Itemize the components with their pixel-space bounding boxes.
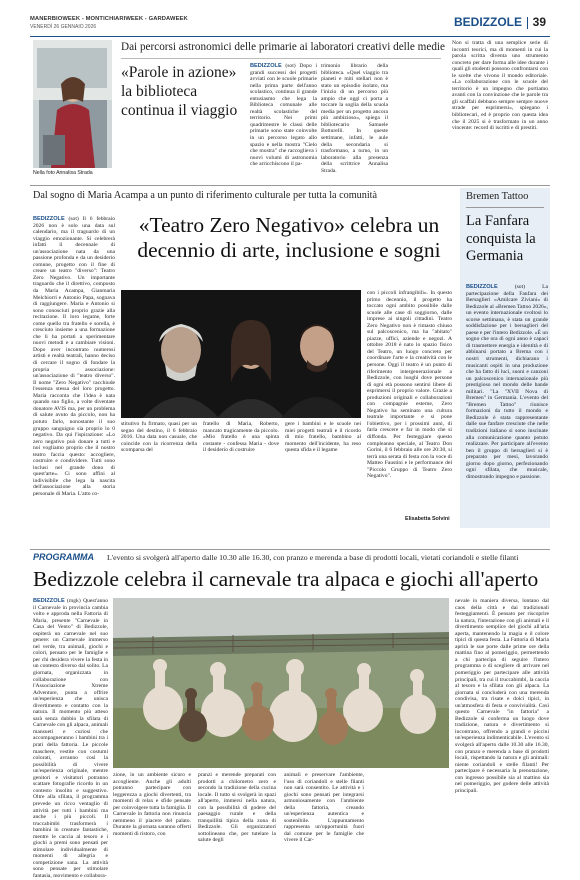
article1-column-2: trimonio librario della biblioteca. «Quel viaggio tra pianeti e miti stellari non è stato un episodio isolato, ma l'inizio di un percorso più ampio che oggi ci porta a toccare la soglia della scuola media per un progetto ancora più ambizioso», spiega il bibliotecario Samuele Botturelli. In queste settimane, infatti, le aule della secondaria si trasformano, a turno, in un laboratorio alla presenza della scrittrice Annalisa Strada. (321, 63, 388, 174)
sidebar-header: Bremen Tattoo (466, 191, 529, 202)
article3-column-4: animali e preservare l'ambiente, l'uso di coriandoli e stelle filanti non sarà consentito. Le attività e i giochi sono pensati per integrarsi armoniosamente con l'ambiente della fattoria, creando un'esperienza autentica e sostenibile. L'appuntamento rappresenta un'opportunità fuori dal comune per le famiglie che vivere il Car- (284, 772, 364, 844)
section-name: BEDIZZOLE (454, 15, 522, 29)
article2-column-3b: gere i bambini e le scuole nei miei progetti teatrali e il ricordo di mio fratello, bambino al momento dell'incidente, ha reso questa sfida e il legame (285, 421, 361, 454)
sidebar-title: La Fanfara conquista la Germania (466, 213, 536, 264)
article3-tag: BEDIZZOLE (33, 598, 65, 604)
kicker-rule (121, 58, 441, 59)
article3-kicker: L'evento si svolgerà all'aperto dalle 10.30 alle 16.30, con pranzo e merenda a base di prodotti locali, vietati coriandoli e stelle filanti (107, 553, 519, 562)
issue-date: VENERDÌ 26 GENNAIO 2026 (30, 24, 97, 30)
article3-column-2: zione, in un ambiente sicuro e accogliente. Anche gli adulti potranno partecipare con leggerezza a giochi divertenti, tra momenti di relax e sfide pensate per coinvolgere tutta la famiglia. Il Carnevale in fattoria non rinuncia nemmeno il piacere del palato. Durante la giornata saranno offerti momenti di ristoro, con (113, 772, 191, 837)
section-divider (527, 17, 528, 29)
article3-column-3: pranzi e merende preparati con prodotti a chilometro zero e secondo la tradizione della cucina locale. Il tutto si svolgerà in spazi all'aperto, immersi nella natura, con la possibilità di godere del paesaggio rurale e della tranquillità tipica della zona di Bedizzole. Gli organizzatori sottolineano che, per tutelare la salute degli (198, 772, 276, 844)
article1-column-1: BEDIZZOLE (sot) Dopo i grandi successi dei progetti avviati con le scuole primarie nella prima parte dell'anno scolastico, continua il grande entusiasmo che lega la Biblioteca comunale alle realtà scolastiche del territorio. Nei primi quadrimestre le classi delle primarie sono state coinvolte in un percorso legato allo spazio e nella mostra "Cielo che mostra" che raccoglieva i nuovi volumi di astronomia che arricchiscono il pa- (250, 63, 318, 168)
sidebar-body: BEDIZZOLE (sot) La partecipazione della Fanfara dei Bersaglieri «Amilcare Ziviani» di Bedizzole al «Bremen Tattoo 2026», un evento internazionale svoltosi lo scorse settimana, è stata un grande soddisfazione per i bersaglieri del paese e per l'intero Bedizzole. «È un sogno che ora di ogni anno è capaci di trasmettere energia e identità e di abbinarsi portato a Brema con i nostri strumenti, dichiarano i musicanti ospiti in una produzione che ha fatto di luci, suoni e canzoni un palcoscenico internazionale più prestigioso nel mondo delle bande militari. "La "XVII Nova di Bremen" in Germania. L'evento del "Bremen Tattoo" riunisce formazioni da tutto il mondo e Bedizzole è stata rappresentante dalle sue fanfare cresciute che nelle tradizioni italiano si sono inscinate alla comunicazione quanto potuto realizzare. Per participare all'evento ben il gruppo di bersaglieri si è preparato per mesi, lavorando giorno dopo giorno, perfezionando ogni sfilata, che musicale, dimostrando impegno e passione. (466, 284, 548, 480)
article3-column-5: nevale in maniera diversa, lontano dal caos della città e dai tradizionali festeggiamenti. È pensato per riscoprire la natura, l'interazione con gli animali e il divertimento semplice del giochi all'aria aperta, mantenendo la magia e il colore tipici di questa festa. La Fattoria di Maria aprirà le sue porte dalle prime ore della mattina fino al pomeriggio, permettendo a chi partecipa di seguire l'intero programma o di scegliere di arrivare nel pomeriggio per partecipare alle attività principali, tra cui il truccabimbi, la caccia al tesoro e la sfilata con gli alpaca. La giornata si concluderà con una merenda condivisa, tra risate e dolci tipici, in un'atmosfera di festa e convivialità. Così questo Carnevale "in fattoria" a Bedizzole si conferma un luogo dove tradizione, natura e divertimento si incontrano, offrendo a grandi e piccini un'esperienza indimenticabile. L'evento si svolgerà all'aperto dalle 10.30 alle 16.30, con pranzo e merenda a base di prodotti locali, rispettando la natura e gli animali: niente coriandoli e stelle filanti! Per partecipare è necessaria la prenotazione, con ingresso possibile sia al mattino sia nel pomeriggio, per godere delle attività principali. (455, 598, 549, 794)
article2-tag: BEDIZZOLE (33, 216, 65, 222)
article1-title: «Parole in azione» la biblioteca continua il viaggio (121, 64, 238, 119)
sidebar-header-rule (466, 207, 544, 208)
page-number: 39 (532, 15, 546, 29)
sidebar-tag: BEDIZZOLE (466, 284, 498, 290)
photo-caption: Nella foto Annalisa Strada (33, 170, 93, 176)
programma-label: PROGRAMMA (33, 552, 94, 562)
header-bar (30, 14, 550, 34)
article2-column-2b: fratello di Maria, Roberto, mancato tragicamente da piccolo. «Mio fratello è una spinta costante - confessa Maria - dove il desiderio di costruire (203, 421, 279, 454)
article3-column-1: BEDIZZOLE (mgk) Quest'anno il Carnevale in provincia cambia volto e approda nella Fattoria di Maria, presente "Carnevale in Casa del Vento" di Bedizzole, ospiterà un carnevale nel suo genere: un Carnevale immerso nel verde, tra animali, giochi e colori, pensato per le famiglie e per chi desidera vivere la festa in un contesto diverso dal solito. La giornata, organizzata in collaborazione con l'Associazione Xtreme Adventure, punta a offrire un'esperienza che unisca divertimento e contatto con la natura. Il momento più atteso sarà senza dubbio la sfilata di Carnevale con gli alpaca, animali mansueti e curiosi che accompagneranno i bambini tra i prati della fattoria. Le piccole maschere, vestite con costumi colorati, avranno così la possibilità di vivere un'esperienza originale, mentre genitori e visitatori potranno scattare fotografie ricordo in un contesto insolito e suggestivo. Oltre alla sfilata, il programma prevede un ricco ventaglio di attività per tutti i bambini ma anche i più piccoli. Il truccabimbi trasformerà i bambini in creature fantastiche, mentre le caccia al tesoro e i giochi a premi sono pensati per stimolare individualmente di momenti di allegria e competizione sana. La attività sono pensate per stimolare fantasia, movimento e collabora- (33, 598, 108, 879)
article1-tag: BEDIZZOLE (250, 63, 282, 69)
publication-name: MANERBIOWEEK - MONTICHIARIWEEK - GARDAWEEK (30, 16, 188, 22)
annalisa-strada-photo (33, 40, 112, 168)
alpaca-photo (113, 598, 449, 768)
article2-column-1: BEDIZZOLE (sot) Il 6 febbraio 2026 non è solo una data sul calendario, ma il traguardo di un viaggio emozionante. Si celebrerà infatti il decennale di un'associazione nata da una passione profonda e da un desiderio comune, progetto con il fine di creare un teatro "diverso": Teatro Zero Negativo. Un importante traguardo che il direttivo, composto da Maria Acampa, Gianmaria Melchiorri e Antonio Papa, sognava di raggiungere. Maria e Antonio si sono conosciuti proprio grazie alla recitazione. Il loro legame, forte come quello tra fratello e sorella, è cresciuto insieme a una formazione che li ha portati a sperimentare nuovi metodi e a cambiare visioni. Dopo aver incontrato numerosi artisti e realtà teatrali, hanno deciso di cercare il sogno di fondare la propria associazione: un'associazione di "teatro diverso". Il nome "Zero Negativo" racchiude l'essenza stessa del loro progetto. Maria racconta che l'idea è nata quando suo figlio, a volte diventate donatore AVIS ma, per un problema di salute avuto da piccolo, non ha potuto farlo, nonostante il suo gruppo sanguigno sia proprio lo 0 negativo. Da qui l'ispirazione: «Lo zero negativo può donare a tutti e noi vogliamo proprio che il nostro teatro faccia questo: accogliere, costruire e condividere. Tutti sono inclusi nel grande dono di quest'arte». Ci sono affini al indivisibile che lega la nascita dell'associazione alla storia personale di Maria. L'atto co- (33, 216, 115, 497)
article3-title: Bedizzole celebra il carnevale tra alpaca e giochi all'aperto (33, 567, 539, 591)
article1-column-3: Non si tratta di una semplice serie di incontri teorici, ma di momenti in cui la parola scritta diventa uno strumento concreto per dare forma alle idee durante i quali gli studenti possono confrontarsi con le scelte che vivono il mondo editoriale. «La collaborazione con le scuole del territorio è un impegno che portiamo avanti con la convinzione che le parole tra gli scaffali debbano sempre sempre nuove strade per esprimersi», spiegano i bibliotecari, ed è proprio con questa idea che il 2025 si è trasformato in un anno vincente: record di iscritti e di prestiti. (452, 40, 548, 132)
article2-title: «Teatro Zero Negativo» celebra un decennio di arte, inclusione e sogni (137, 213, 441, 262)
article2-kicker: Dal sogno di Maria Acampa a un punto di riferimento culturale per tutta la comunità (33, 190, 378, 201)
article1-kicker: Dai percorsi astronomici delle primarie ai laboratori creativi delle medie (121, 41, 445, 53)
article2-signature: Elisabetta Solvini (405, 516, 450, 522)
article2-column-1b: stitutivo fu firmato, quasi per un segno del destino, il 6 febbraio 2016. Una data non casuale, che coincide con la ricorrenza della scomparsa del (121, 421, 197, 454)
article2-column-4: con i piccoli infrangibili». In questo primo decennio, il progetto ha toccato ogni ambito possibile dalle scuole alle case di soggiorno, dalle imprese ai singoli cittadini. Teatro Zero Negativo non è rimasto chiuso sul palcoscenico, ma ha "abitato" piazze, uffici, aziende e negozi. A ottobre 2018 è nato lo spazio fisico del Teatro, un luogo concreto per coordinare l'arte e la creatività con le persone. Oggi il teatro è un punto di riferimento intergenerazionale a Bedizzole, con luoghi dove persone di ogni età possono sentirsi libere di esprimersi il proprio valore. Grazie a produzioni originali e collaborazioni con compagnie esterne, Zero Negativo ha seminato una cultura teatrale importante e si pone l'obiettivo, per i prossimi anni, di farla crescere e far in modo che si diffonda. Per festeggiare questo compleanno speciale, al Teatro Don Gorini, il 6 febbraio alle ore 20:30, si terrà una serata di festa con la voce di Matteo Faustini e le performance del "Piccolo Gruppo di Teatro Zero Negativo". (367, 290, 452, 480)
header-rule (30, 36, 550, 37)
teatro-founders-photo (121, 290, 361, 418)
section-rule-1 (30, 185, 550, 186)
section-rule-2 (30, 549, 550, 550)
